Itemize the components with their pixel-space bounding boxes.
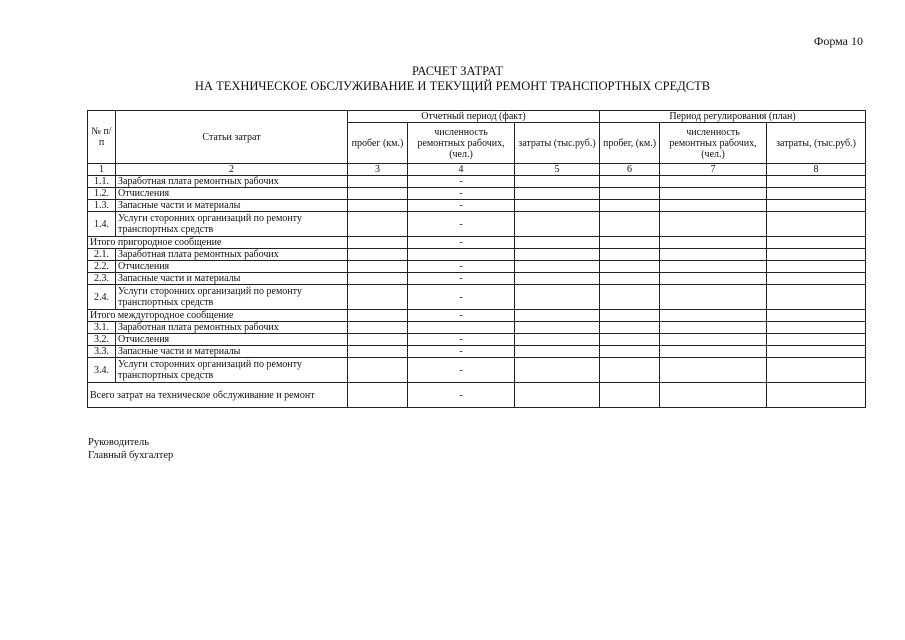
value-cell [600, 249, 660, 261]
value-cell [600, 261, 660, 273]
value-cell [600, 310, 660, 322]
value-cell [600, 285, 660, 310]
title-line-2: НА ТЕХНИЧЕСКОЕ ОБСЛУЖИВАНИЕ И ТЕКУЩИЙ РЕМОНТ ТРАНСПОРТНЫХ СРЕДСТВ [194, 79, 711, 93]
value-cell [515, 310, 600, 322]
table-row [88, 212, 866, 237]
value-cell [515, 200, 600, 212]
value-cell [348, 322, 408, 334]
value-cell [660, 237, 767, 249]
total-label: Итого пригородное сообщение [88, 237, 348, 249]
value-cell [515, 188, 600, 200]
header-plan-mileage: пробег, (км.) [600, 123, 660, 164]
value-cell [660, 334, 767, 346]
title-line-1: РАСЧЕТ ЗАТРАТ [411, 64, 504, 78]
col-number: 3 [348, 164, 408, 176]
value-cell [767, 383, 866, 408]
fact-workers-cell: - [408, 261, 515, 273]
header-fact-mileage: пробег (км.) [348, 123, 408, 164]
header-plan-costs: затраты, (тыс.руб.) [767, 123, 866, 164]
row-number: 2.2. [88, 261, 116, 273]
value-cell [348, 358, 408, 383]
cost-table [87, 110, 866, 408]
value-cell [515, 249, 600, 261]
value-cell [348, 249, 408, 261]
value-cell [600, 322, 660, 334]
value-cell [660, 346, 767, 358]
table-row [88, 334, 866, 346]
fact-workers-cell: - [408, 346, 515, 358]
table-row [88, 200, 866, 212]
value-cell [515, 273, 600, 285]
value-cell [515, 285, 600, 310]
value-cell [348, 346, 408, 358]
value-cell [767, 310, 866, 322]
value-cell [767, 346, 866, 358]
table-row [88, 249, 866, 261]
value-cell [348, 176, 408, 188]
value-cell [515, 358, 600, 383]
total-row [88, 237, 866, 249]
value-cell [348, 310, 408, 322]
row-number: 3.3. [88, 346, 116, 358]
fact-workers-cell: - [408, 188, 515, 200]
row-number: 3.4. [88, 358, 116, 383]
fact-workers-cell: - [408, 273, 515, 285]
value-cell [660, 310, 767, 322]
fact-workers-cell [408, 249, 515, 261]
value-cell [767, 249, 866, 261]
row-label: Запасные части и материалы [116, 273, 348, 285]
value-cell [515, 212, 600, 237]
fact-workers-cell: - [408, 358, 515, 383]
value-cell [767, 334, 866, 346]
table-row [88, 273, 866, 285]
row-label: Запасные части и материалы [116, 346, 348, 358]
row-label: Услуги сторонних организаций по ремонту транспортных средств [116, 285, 348, 310]
value-cell [660, 273, 767, 285]
value-cell [660, 176, 767, 188]
table-row [88, 176, 866, 188]
value-cell [600, 358, 660, 383]
document-title [0, 64, 905, 94]
header-plan-workers: численность ремонтных рабочих, (чел.) [660, 123, 767, 164]
total-row [88, 383, 866, 408]
fact-workers-cell: - [408, 200, 515, 212]
value-cell [348, 383, 408, 408]
value-cell [767, 273, 866, 285]
value-cell [515, 383, 600, 408]
value-cell [600, 273, 660, 285]
fact-workers-cell: - [408, 212, 515, 237]
value-cell [348, 188, 408, 200]
header-no: № п/п [88, 111, 116, 164]
row-number: 1.4. [88, 212, 116, 237]
value-cell [515, 322, 600, 334]
total-label: Всего затрат на техническое обслуживание и ремонт [88, 383, 348, 408]
value-cell [660, 249, 767, 261]
value-cell [660, 261, 767, 273]
value-cell [767, 261, 866, 273]
row-number: 1.2. [88, 188, 116, 200]
row-label: Отчисления [116, 334, 348, 346]
row-number: 2.3. [88, 273, 116, 285]
value-cell [348, 334, 408, 346]
value-cell [600, 383, 660, 408]
row-label: Заработная плата ремонтных рабочих [116, 176, 348, 188]
value-cell [767, 285, 866, 310]
value-cell [515, 176, 600, 188]
form-number-label: Форма 10 [813, 34, 863, 48]
value-cell [767, 212, 866, 237]
fact-workers-cell: - [408, 237, 515, 249]
value-cell [600, 212, 660, 237]
col-number: 6 [600, 164, 660, 176]
col-number: 8 [767, 164, 866, 176]
value-cell [767, 188, 866, 200]
fact-workers-cell: - [408, 383, 515, 408]
table-row [88, 322, 866, 334]
value-cell [660, 383, 767, 408]
value-cell [600, 237, 660, 249]
row-number: 1.3. [88, 200, 116, 212]
header-fact-workers: численность ремонтных рабочих, (чел.) [408, 123, 515, 164]
row-label: Заработная плата ремонтных рабочих [116, 322, 348, 334]
total-row [88, 310, 866, 322]
fact-workers-cell: - [408, 334, 515, 346]
col-number: 7 [660, 164, 767, 176]
header-items: Статьи затрат [116, 111, 348, 164]
value-cell [348, 261, 408, 273]
value-cell [348, 273, 408, 285]
signature-accountant: Главный бухгалтер [88, 450, 174, 461]
value-cell [600, 346, 660, 358]
fact-workers-cell: - [408, 176, 515, 188]
table-row [88, 188, 866, 200]
value-cell [348, 212, 408, 237]
row-number: 3.1. [88, 322, 116, 334]
row-label: Запасные части и материалы [116, 200, 348, 212]
value-cell [600, 200, 660, 212]
header-fact-costs: затраты (тыс.руб.) [515, 123, 600, 164]
value-cell [660, 212, 767, 237]
value-cell [348, 200, 408, 212]
fact-workers-cell: - [408, 310, 515, 322]
row-number: 3.2. [88, 334, 116, 346]
fact-workers-cell: - [408, 285, 515, 310]
value-cell [767, 176, 866, 188]
row-label: Отчисления [116, 188, 348, 200]
value-cell [660, 358, 767, 383]
row-label: Услуги сторонних организаций по ремонту транспортных средств [116, 358, 348, 383]
value-cell [348, 237, 408, 249]
value-cell [767, 322, 866, 334]
value-cell [515, 237, 600, 249]
value-cell [767, 237, 866, 249]
total-label: Итого междугородное сообщение [88, 310, 348, 322]
row-label: Услуги сторонних организаций по ремонту транспортных средств [116, 212, 348, 237]
signature-head: Руководитель [88, 437, 149, 448]
header-group-fact: Отчетный период (факт) [348, 111, 600, 123]
value-cell [515, 334, 600, 346]
row-number: 1.1. [88, 176, 116, 188]
col-number: 5 [515, 164, 600, 176]
col-number: 4 [408, 164, 515, 176]
value-cell [660, 285, 767, 310]
table-row [88, 285, 866, 310]
value-cell [767, 358, 866, 383]
col-number: 1 [88, 164, 116, 176]
table-row [88, 346, 866, 358]
table-row [88, 261, 866, 273]
value-cell [767, 200, 866, 212]
value-cell [515, 346, 600, 358]
value-cell [660, 200, 767, 212]
row-number: 2.4. [88, 285, 116, 310]
value-cell [515, 261, 600, 273]
value-cell [600, 334, 660, 346]
value-cell [348, 285, 408, 310]
col-number: 2 [116, 164, 348, 176]
value-cell [660, 188, 767, 200]
fact-workers-cell [408, 322, 515, 334]
value-cell [660, 322, 767, 334]
table-row [88, 358, 866, 383]
row-number: 2.1. [88, 249, 116, 261]
row-label: Заработная плата ремонтных рабочих [116, 249, 348, 261]
header-group-plan: Период регулирования (план) [600, 111, 866, 123]
column-number-row [88, 164, 866, 176]
value-cell [600, 188, 660, 200]
row-label: Отчисления [116, 261, 348, 273]
value-cell [600, 176, 660, 188]
